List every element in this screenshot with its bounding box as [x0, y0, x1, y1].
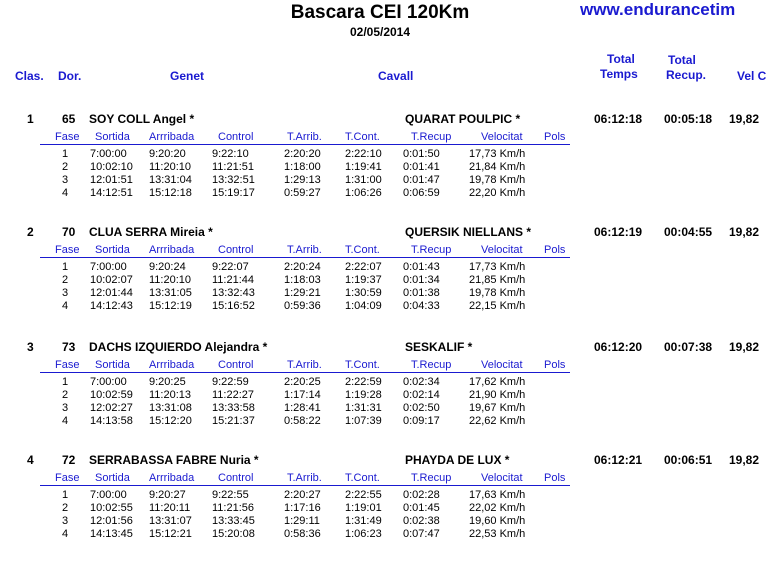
phase-t-cont: 1:31:00: [345, 174, 382, 186]
phase-velocitat: 22,02 Km/h: [469, 502, 526, 514]
entry-total-time: 06:12:20: [594, 340, 643, 354]
phase-velocitat: 19,67 Km/h: [469, 402, 526, 414]
col-dor: Dor.: [58, 69, 82, 83]
phase-header-fase: Fase: [55, 244, 80, 256]
phase-sortida: 10:02:55: [90, 502, 133, 514]
entry-horse: QUARAT POULPIC *: [405, 112, 521, 126]
entry-rank: 1: [27, 112, 34, 126]
phase-t-cont: 1:30:59: [345, 287, 382, 299]
entry-speed: 19,82: [729, 340, 760, 354]
phase-sortida: 7:00:00: [90, 376, 127, 388]
phase-header-t-cont: T.Cont.: [345, 131, 380, 143]
phase-t-recup: 0:01:45: [403, 502, 440, 514]
phase-t-recup: 0:01:43: [403, 261, 440, 273]
entry-rank: 4: [27, 453, 34, 467]
phase-sortida: 7:00:00: [90, 261, 127, 273]
phase-header-control: Control: [218, 244, 254, 256]
phase-t-arrib: 0:59:27: [284, 187, 321, 199]
col-vel: Vel C: [737, 69, 767, 83]
phase-t-cont: 1:06:26: [345, 187, 382, 199]
phase-velocitat: 21,84 Km/h: [469, 161, 526, 173]
entry-rider: SOY COLL Angel *: [89, 112, 195, 126]
phase-header-fase: Fase: [55, 472, 80, 484]
phase-t-arrib: 1:17:14: [284, 389, 321, 401]
phase-t-recup: 0:01:50: [403, 148, 440, 160]
phase-row: [0, 376, 770, 390]
entry-rank: 3: [27, 340, 34, 354]
entry-total-time: 06:12:19: [594, 225, 643, 239]
phase-fase: 2: [62, 389, 69, 401]
phase-t-arrib: 0:58:22: [284, 415, 321, 427]
phase-fase: 1: [62, 489, 69, 501]
phase-t-cont: 2:22:07: [345, 261, 382, 273]
phase-header-sortida: Sortida: [95, 472, 130, 484]
phase-control: 13:32:51: [212, 174, 255, 186]
phase-row: [0, 502, 770, 516]
phase-header-t-cont: T.Cont.: [345, 359, 380, 371]
phase-t-cont: 1:04:09: [345, 300, 382, 312]
entry-dorsal: 73: [62, 340, 76, 354]
phase-control: 11:21:51: [212, 161, 255, 173]
phase-control: 13:32:43: [212, 287, 255, 299]
phase-arribada: 13:31:05: [149, 287, 192, 299]
phase-control: 9:22:10: [212, 148, 249, 160]
phase-header-arribada: Arrribada: [149, 472, 195, 484]
phase-fase: 1: [62, 261, 69, 273]
entry-total-time: 06:12:21: [594, 453, 643, 467]
phase-t-recup: 0:02:50: [403, 402, 440, 414]
phase-control: 15:19:17: [212, 187, 255, 199]
website-link[interactable]: www.endurancetim: [580, 0, 736, 19]
phase-t-arrib: 1:28:41: [284, 402, 321, 414]
phase-control: 9:22:59: [212, 376, 249, 388]
phase-header-velocitat: Velocitat: [481, 359, 523, 371]
phase-t-cont: 2:22:10: [345, 148, 382, 160]
phase-t-cont: 1:31:49: [345, 515, 382, 527]
entry-block: [0, 112, 770, 232]
col-cavall: Cavall: [378, 69, 414, 83]
col-total-recup-line1: Total: [668, 53, 696, 67]
phase-fase: 1: [62, 376, 69, 388]
phase-row: [0, 415, 770, 429]
phase-fase: 1: [62, 148, 69, 160]
phase-t-cont: 1:31:31: [345, 402, 382, 414]
phase-header-arribada: Arrribada: [149, 244, 195, 256]
phase-header-t-arrib: T.Arrib.: [287, 131, 322, 143]
phase-velocitat: 17,73 Km/h: [469, 261, 526, 273]
phase-fase: 4: [62, 300, 69, 312]
phase-header-pols: Pols: [544, 359, 566, 371]
phase-t-arrib: 1:29:13: [284, 174, 321, 186]
entry-block: [0, 340, 770, 460]
phase-header-t-recup: T.Recup: [411, 472, 452, 484]
phase-row: [0, 261, 770, 275]
phase-control: 15:16:52: [212, 300, 255, 312]
phase-sortida: 7:00:00: [90, 148, 127, 160]
phase-header-t-recup: T.Recup: [411, 244, 452, 256]
phase-arribada: 15:12:21: [149, 528, 192, 540]
phase-row: [0, 389, 770, 403]
phase-t-arrib: 1:17:16: [284, 502, 321, 514]
phase-velocitat: 22,20 Km/h: [469, 187, 526, 199]
entry-horse: SESKALIF *: [405, 340, 473, 354]
phase-fase: 4: [62, 415, 69, 427]
phase-row: [0, 528, 770, 542]
entry-rider: DACHS IZQUIERDO Alejandra *: [89, 340, 268, 354]
phase-header-t-recup: T.Recup: [411, 131, 452, 143]
phase-header-sortida: Sortida: [95, 131, 130, 143]
event-date: 02/05/2014: [349, 25, 411, 39]
entry-rider: CLUA SERRA Mireia *: [89, 225, 213, 239]
phase-fase: 3: [62, 174, 69, 186]
phase-header: [40, 131, 570, 145]
phase-sortida: 10:02:07: [90, 274, 133, 286]
page-title: Bascara CEI 120Km: [290, 2, 470, 23]
phase-fase: 2: [62, 274, 69, 286]
phase-header-t-cont: T.Cont.: [345, 244, 380, 256]
phase-control: 11:22:27: [212, 389, 255, 401]
phase-sortida: 14:12:43: [90, 300, 133, 312]
phase-header-pols: Pols: [544, 472, 566, 484]
entry-total-time: 06:12:18: [594, 112, 643, 126]
phase-row: [0, 287, 770, 301]
phase-t-recup: 0:01:38: [403, 287, 440, 299]
phase-sortida: 14:12:51: [90, 187, 133, 199]
phase-row: [0, 174, 770, 188]
phase-fase: 3: [62, 287, 69, 299]
phase-sortida: 12:01:51: [90, 174, 133, 186]
phase-row: [0, 161, 770, 175]
entry-rider: SERRABASSA FABRE Nuria *: [89, 453, 259, 467]
phase-sortida: 12:01:44: [90, 287, 133, 299]
phase-velocitat: 19,78 Km/h: [469, 174, 526, 186]
phase-t-recup: 0:02:38: [403, 515, 440, 527]
phase-row: [0, 187, 770, 201]
phase-header-t-cont: T.Cont.: [345, 472, 380, 484]
phase-arribada: 11:20:10: [149, 274, 192, 286]
phase-control: 13:33:58: [212, 402, 255, 414]
phase-t-cont: 1:19:01: [345, 502, 382, 514]
phase-header-sortida: Sortida: [95, 359, 130, 371]
phase-control: 11:21:56: [212, 502, 255, 514]
phase-velocitat: 17,62 Km/h: [469, 376, 526, 388]
phase-sortida: 10:02:10: [90, 161, 133, 173]
phase-fase: 4: [62, 528, 69, 540]
phase-header-control: Control: [218, 359, 254, 371]
phase-t-arrib: 1:29:11: [284, 515, 320, 527]
phase-header-control: Control: [218, 131, 254, 143]
phase-t-cont: 2:22:55: [345, 489, 382, 501]
phase-header-t-recup: T.Recup: [411, 359, 452, 371]
phase-fase: 4: [62, 187, 69, 199]
phase-velocitat: 17,73 Km/h: [469, 148, 526, 160]
phase-t-recup: 0:06:59: [403, 187, 440, 199]
phase-header: [40, 244, 570, 258]
phase-header-t-arrib: T.Arrib.: [287, 359, 322, 371]
phase-control: 9:22:07: [212, 261, 249, 273]
phase-t-arrib: 2:20:24: [284, 261, 321, 273]
phase-row: [0, 274, 770, 288]
entry-dorsal: 65: [62, 112, 76, 126]
phase-arribada: 13:31:08: [149, 402, 192, 414]
col-total-temps-line2: Temps: [600, 67, 638, 81]
phase-fase: 2: [62, 502, 69, 514]
phase-t-recup: 0:07:47: [403, 528, 440, 540]
phase-t-recup: 0:09:17: [403, 415, 440, 427]
phase-sortida: 7:00:00: [90, 489, 127, 501]
phase-row: [0, 300, 770, 314]
phase-arribada: 13:31:04: [149, 174, 192, 186]
phase-t-recup: 0:02:28: [403, 489, 440, 501]
phase-arribada: 9:20:24: [149, 261, 186, 273]
phase-t-arrib: 2:20:25: [284, 376, 321, 388]
phase-velocitat: 22,15 Km/h: [469, 300, 526, 312]
phase-row: [0, 148, 770, 162]
entry-dorsal: 70: [62, 225, 76, 239]
phase-arribada: 15:12:18: [149, 187, 192, 199]
entry-rank: 2: [27, 225, 34, 239]
phase-t-cont: 1:19:28: [345, 389, 382, 401]
entry-block: [0, 453, 770, 573]
entry-total-recup: 00:07:38: [664, 340, 713, 354]
entry-speed: 19,82: [729, 225, 760, 239]
entry-speed: 19,82: [729, 112, 760, 126]
phase-header-t-arrib: T.Arrib.: [287, 472, 322, 484]
phase-sortida: 12:02:27: [90, 402, 133, 414]
phase-t-cont: 1:19:41: [345, 161, 382, 173]
phase-fase: 2: [62, 161, 69, 173]
entry-horse: PHAYDA DE LUX *: [405, 453, 510, 467]
phase-header-t-arrib: T.Arrib.: [287, 244, 322, 256]
phase-control: 9:22:55: [212, 489, 249, 501]
entry-horse: QUERSIK NIELLANS *: [405, 225, 532, 239]
phase-header-arribada: Arrribada: [149, 359, 195, 371]
phase-header-pols: Pols: [544, 244, 566, 256]
phase-velocitat: 19,60 Km/h: [469, 515, 526, 527]
phase-arribada: 9:20:20: [149, 148, 186, 160]
phase-row: [0, 489, 770, 503]
phase-t-arrib: 1:18:00: [284, 161, 321, 173]
entry-total-recup: 00:05:18: [664, 112, 713, 126]
phase-header-arribada: Arrribada: [149, 131, 195, 143]
entry-total-recup: 00:06:51: [664, 453, 713, 467]
phase-velocitat: 21,90 Km/h: [469, 389, 526, 401]
phase-fase: 3: [62, 515, 69, 527]
col-total-temps-line1: Total: [607, 52, 635, 66]
phase-velocitat: 19,78 Km/h: [469, 287, 526, 299]
entry-speed: 19,82: [729, 453, 760, 467]
phase-arribada: 13:31:07: [149, 515, 192, 527]
phase-header-control: Control: [218, 472, 254, 484]
phase-arribada: 9:20:25: [149, 376, 186, 388]
phase-t-recup: 0:04:33: [403, 300, 440, 312]
phase-t-recup: 0:01:41: [403, 161, 440, 173]
phase-velocitat: 17,63 Km/h: [469, 489, 526, 501]
col-clas: Clas.: [15, 69, 44, 83]
phase-t-recup: 0:02:34: [403, 376, 440, 388]
phase-velocitat: 22,62 Km/h: [469, 415, 526, 427]
phase-fase: 3: [62, 402, 69, 414]
phase-arribada: 15:12:19: [149, 300, 192, 312]
phase-control: 13:33:45: [212, 515, 255, 527]
phase-t-recup: 0:01:47: [403, 174, 440, 186]
phase-t-cont: 1:19:37: [345, 274, 382, 286]
phase-velocitat: 22,53 Km/h: [469, 528, 526, 540]
phase-header-velocitat: Velocitat: [481, 244, 523, 256]
phase-t-cont: 1:06:23: [345, 528, 382, 540]
phase-t-cont: 1:07:39: [345, 415, 382, 427]
phase-header: [40, 359, 570, 373]
phase-t-recup: 0:01:34: [403, 274, 440, 286]
phase-t-arrib: 2:20:20: [284, 148, 321, 160]
phase-velocitat: 21,85 Km/h: [469, 274, 526, 286]
phase-control: 15:21:37: [212, 415, 255, 427]
phase-t-recup: 0:02:14: [403, 389, 440, 401]
phase-header-fase: Fase: [55, 131, 80, 143]
col-total-recup-line2: Recup.: [666, 68, 707, 82]
phase-t-arrib: 2:20:27: [284, 489, 321, 501]
phase-header-velocitat: Velocitat: [481, 472, 523, 484]
phase-t-arrib: 1:18:03: [284, 274, 321, 286]
phase-control: 11:21:44: [212, 274, 255, 286]
phase-sortida: 10:02:59: [90, 389, 133, 401]
phase-arribada: 11:20:13: [149, 389, 192, 401]
entry-block: [0, 225, 770, 345]
phase-sortida: 14:13:45: [90, 528, 133, 540]
phase-header-fase: Fase: [55, 359, 80, 371]
phase-arribada: 11:20:11: [149, 502, 191, 514]
phase-t-arrib: 1:29:21: [284, 287, 321, 299]
phase-t-arrib: 0:58:36: [284, 528, 321, 540]
col-genet: Genet: [170, 69, 205, 83]
phase-sortida: 12:01:56: [90, 515, 133, 527]
phase-control: 15:20:08: [212, 528, 255, 540]
phase-row: [0, 402, 770, 416]
phase-arribada: 15:12:20: [149, 415, 192, 427]
phase-arribada: 11:20:10: [149, 161, 192, 173]
phase-arribada: 9:20:27: [149, 489, 186, 501]
entry-dorsal: 72: [62, 453, 76, 467]
phase-row: [0, 515, 770, 529]
phase-sortida: 14:13:58: [90, 415, 133, 427]
phase-t-cont: 2:22:59: [345, 376, 382, 388]
phase-t-arrib: 0:59:36: [284, 300, 321, 312]
phase-header-velocitat: Velocitat: [481, 131, 523, 143]
entry-total-recup: 00:04:55: [664, 225, 713, 239]
phase-header-pols: Pols: [544, 131, 566, 143]
phase-header-sortida: Sortida: [95, 244, 130, 256]
phase-header: [40, 472, 570, 486]
